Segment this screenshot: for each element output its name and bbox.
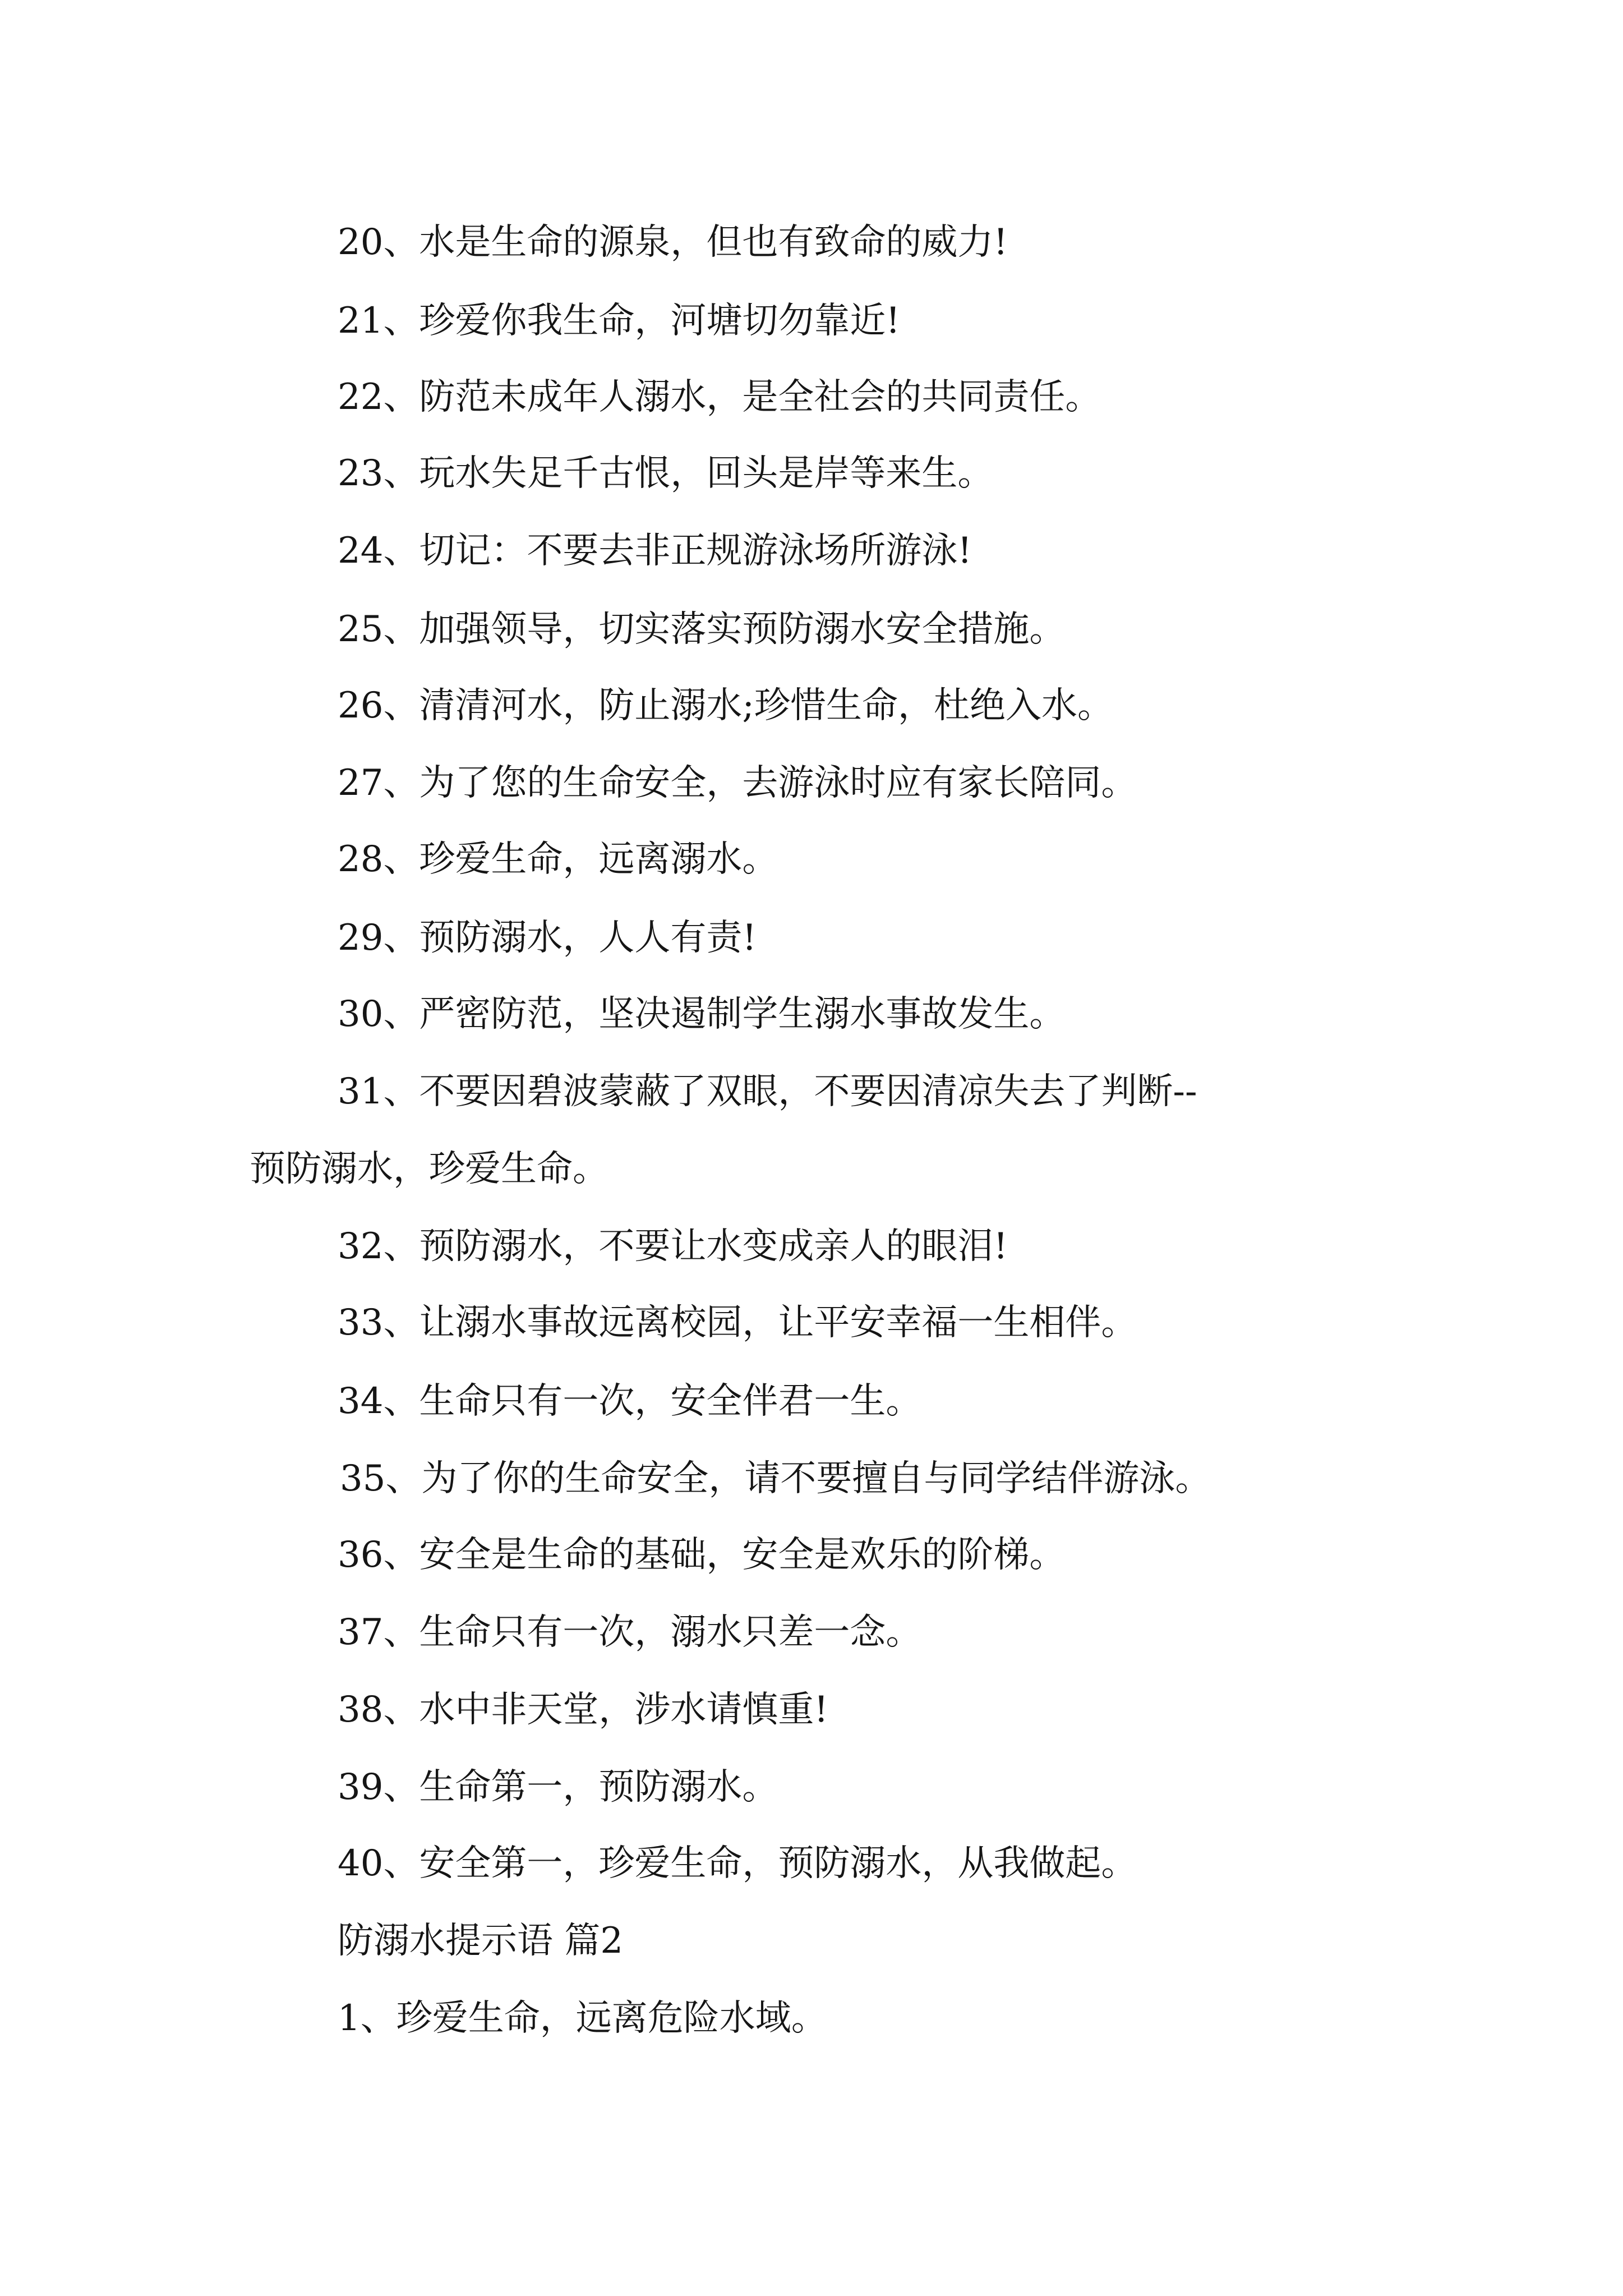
text-line: 23、玩水失足千古恨，回头是岸等来生。 [338, 453, 994, 494]
text-line: 21、珍爱你我生命，河塘切勿靠近! [338, 300, 901, 342]
text-line: 35、为了你的生命安全，请不要擅自与同学结伴游泳。 [340, 1458, 1211, 1499]
text-line: 38、水中非天堂，涉水请慎重! [338, 1689, 829, 1731]
text-line: 25、加强领导，切实落实预防溺水安全措施。 [338, 609, 1066, 650]
text-line: 28、珍爱生命，远离溺水。 [338, 839, 778, 880]
text-line: 30、严密防范，坚决遏制学生溺水事故发生。 [338, 993, 1066, 1035]
text-line: 20、水是生命的源泉，但也有致命的威力! [338, 222, 1008, 263]
text-line: 36、安全是生命的基础，安全是欢乐的阶梯。 [338, 1534, 1066, 1576]
text-line: 31、不要因碧波蒙蔽了双眼，不要因清凉失去了判断-- [338, 1071, 1197, 1112]
text-line: 34、生命只有一次，安全伴君一生。 [338, 1381, 922, 1422]
text-line: 32、预防溺水，不要让水变成亲人的眼泪! [338, 1226, 1008, 1267]
text-line: 33、让溺水事故远离校园，让平安幸福一生相伴。 [338, 1302, 1137, 1343]
text-line: 39、生命第一，预防溺水。 [338, 1766, 778, 1808]
text-line: 22、防范未成年人溺水，是全社会的共同责任。 [338, 376, 1101, 418]
text-line: 24、切记：不要去非正规游泳场所游泳! [338, 530, 972, 572]
text-line: 29、预防溺水，人人有责! [338, 917, 757, 959]
text-line: 预防溺水，珍爱生命。 [250, 1148, 608, 1190]
text-line: 40、安全第一，珍爱生命，预防溺水，从我做起。 [338, 1843, 1137, 1884]
text-line: 37、生命只有一次，溺水只差一念。 [338, 1612, 922, 1653]
text-line: 27、为了您的生命安全，去游泳时应有家长陪同。 [338, 762, 1137, 804]
text-line: 1、珍爱生命，远离危险水域。 [338, 1998, 827, 2039]
text-line: 26、清清河水，防止溺水;珍惜生命，杜绝入水。 [338, 685, 1113, 726]
section-heading: 防溺水提示语 篇2 [338, 1920, 624, 1962]
